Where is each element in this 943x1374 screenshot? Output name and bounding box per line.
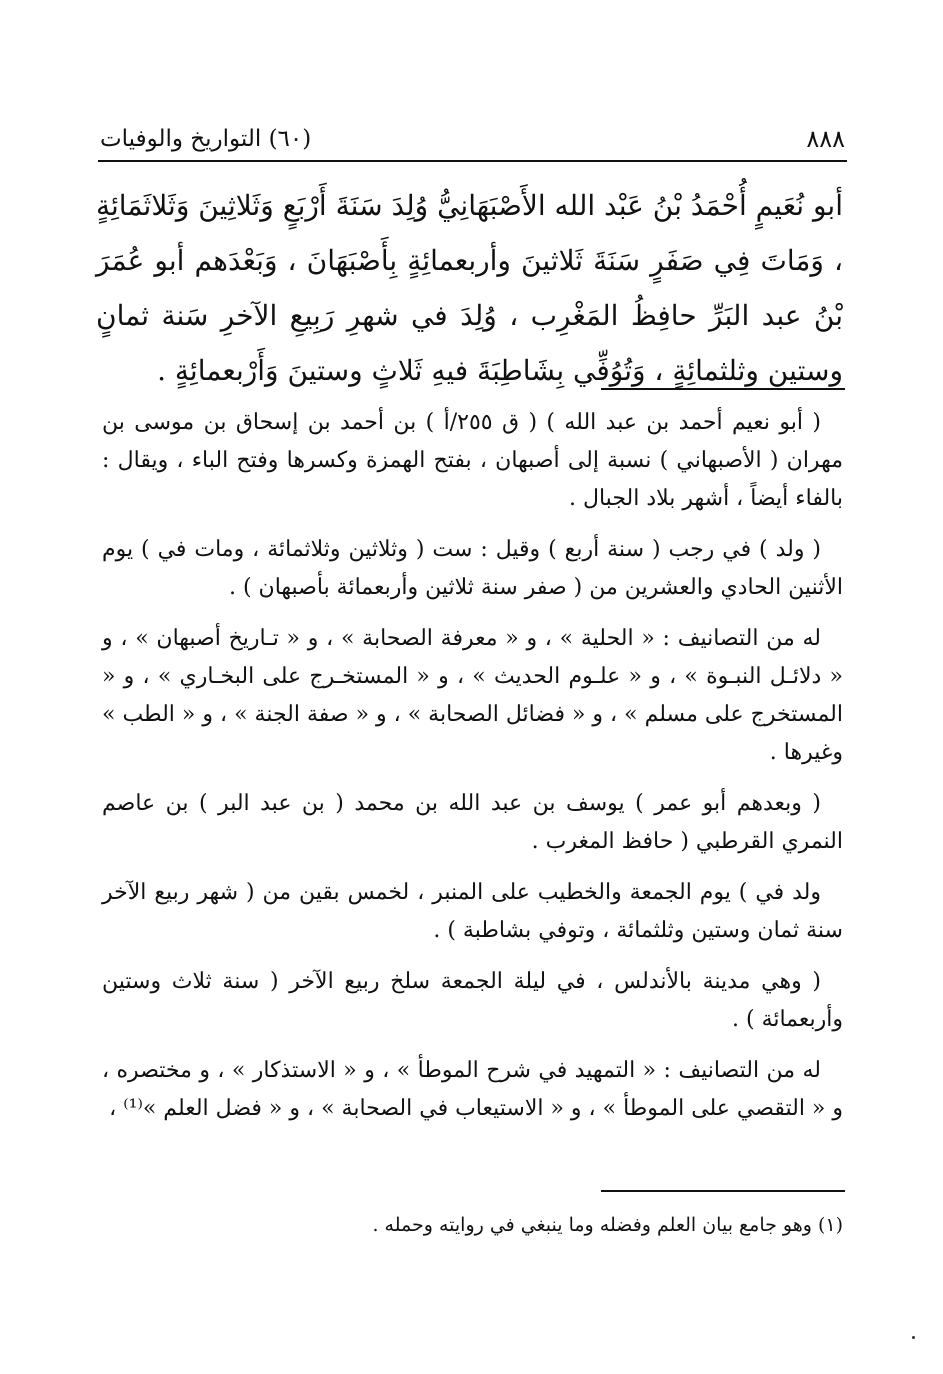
scan-speck bbox=[912, 1336, 915, 1339]
verse-text: أبو نُعَيمٍ أُحْمَدُ بْنُ عَبْد الله الأَصْبَهَانِيُّ وُلِدَ سَنَةَ أَرْبَعٍ وَثَلاثِينَ وَثَلاثَمَائِةٍ ، وَمَاتَ فِي صَفَرٍ سَنَةَ ثَلاثينَ وأربعمائِةٍ بِأَصْبَهَانَ ، وَبَعْدَهم أبو عُمَرَ بْنُ عبد البَرِّ حافِظُ المَغْرِب ، وُلِدَ في شهرِ رَبِيعِ الآخرِ سَنة ثمانٍ وستين وثلثمائِةٍ ، وَتُوُفِّي بِشَاطِبَةَ فيهِ ثَلاثٍ وستينَ وَأَرْبعمائِةٍ . bbox=[96, 189, 843, 387]
commentary-paragraph: له من التصانيف : « التمهيد في شرح الموطأ » ، و « الاستذكار » ، و مختصره ، و « التقصي على الموطأ » ، و « الاستيعاب في الصحابة » ، و « فضل العلم »⁽¹⁾ ، bbox=[102, 1058, 843, 1121]
commentary-paragraph: ( أبو نعيم أحمد بن عبد الله ) ( ق ٢٥٥/أ ) بن أحمد بن إسحاق بن موسى بن مهران ( الأصبهاني ) نسبة إلى أصبهان ، بفتح الهمزة وكسرها وفتح الباء ، ويقال : بالفاء أيضاً ، أشهر بلاد الجبال . bbox=[102, 410, 843, 511]
footnote-separator-rule bbox=[601, 1190, 845, 1192]
running-title: (٦٠) التواريخ والوفيات bbox=[100, 126, 312, 152]
page-number: ٨٨٨ bbox=[806, 125, 845, 153]
commentary-paragraph: ( وهي مدينة بالأندلس ، في ليلة الجمعة سلخ ربيع الآخر ( سنة ثلاث وستين وأربعمائة ) . bbox=[102, 969, 843, 1032]
commentary-paragraph: ( ولد ) في رجب ( سنة أربع ) وقيل : ست ( وثلاثين وثلاثمائة ، ومات في ) يوم الأثنين الحادي والعشرين من ( صفر سنة ثلاثين وأربعمائة بأصبهان ) . bbox=[102, 537, 843, 600]
commentary bbox=[102, 404, 843, 1141]
verse-separator-rule bbox=[601, 388, 845, 390]
footnote: (١) وهو جامع بيان العلم وفضله وما ينبغي في روايته وحمله . bbox=[372, 1214, 843, 1236]
commentary-paragraph: ولد في ) يوم الجمعة والخطيب على المنبر ، لخمس بقين من ( شهر ربيع الآخر سنة ثمان وستين وثلثمائة ، وتوفي بشاطبة ) . bbox=[102, 880, 843, 943]
commentary-paragraph: ( وبعدهم أبو عمر ) يوسف بن عبد الله بن محمد ( بن عبد البر ) بن عاصم النمري القرطبي ( حافظ المغرب . bbox=[102, 791, 843, 854]
commentary-paragraph: له من التصانيف : « الحلية » ، و « معرفة الصحابة » ، و « تـاريخ أصبهان » ، و « دلائـل النبـوة » ، و « علـوم الحديث » ، و « المستخـرج على البخـاري » ، و « المستخرج على مسلم » ، و « فضائل الصحابة » ، و « صفة الجنة » ، و « الطب » وغيرها . bbox=[102, 626, 843, 765]
header-rule bbox=[98, 160, 847, 162]
page-header bbox=[100, 118, 845, 160]
